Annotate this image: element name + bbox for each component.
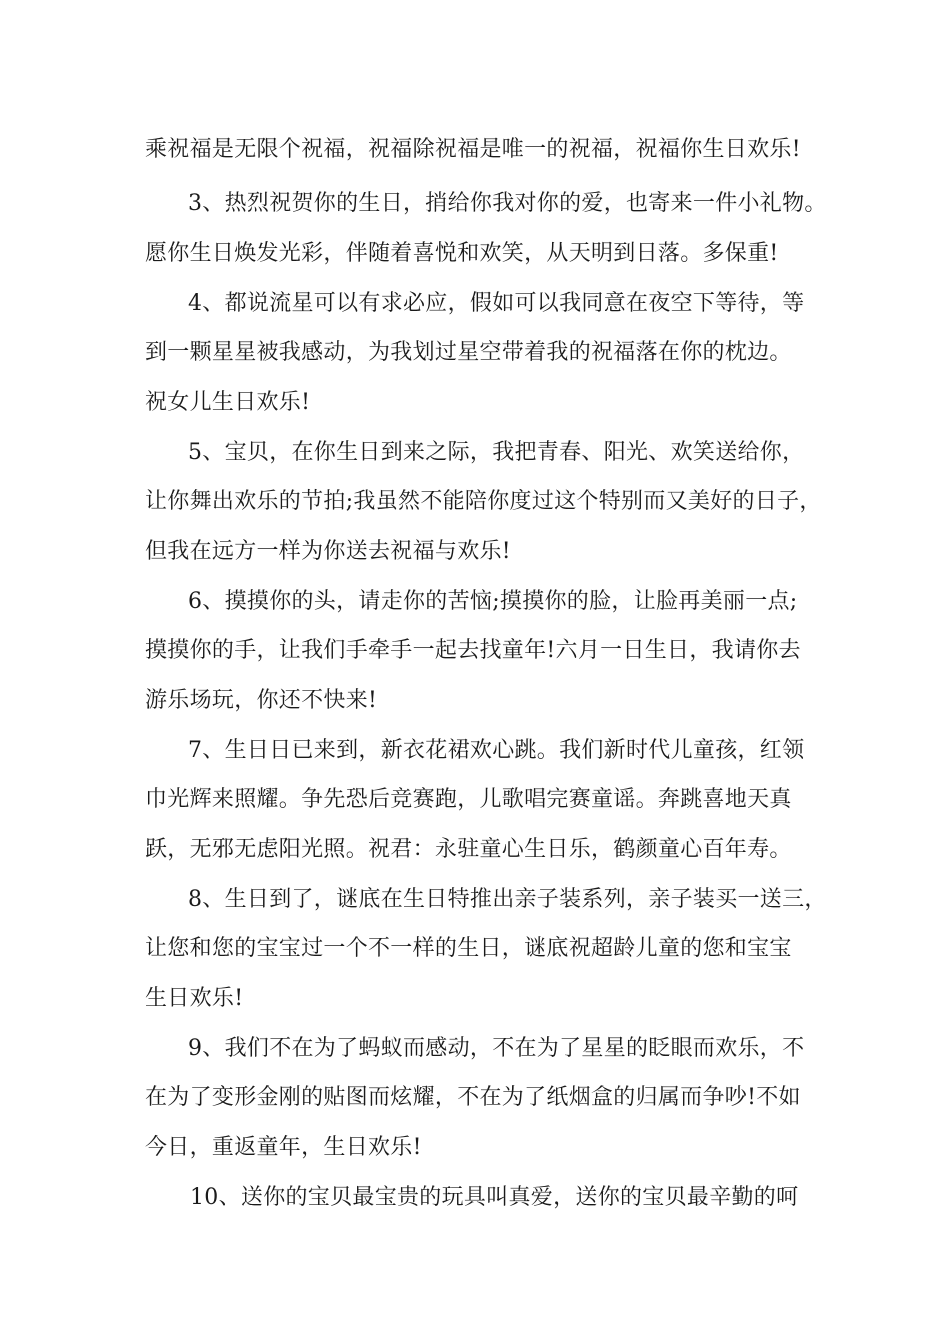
paragraph-7-line-1: 7、生日日已来到，新衣花裙欢心跳。我们新时代儿童孩，红领 [188, 738, 805, 763]
paragraph-8-line-2: 让您和您的宝宝过一个不一样的生日，谜底祝超龄儿童的您和宝宝 [145, 936, 792, 961]
paragraph-5-line-3: 但我在远方一样为你送去祝福与欢乐! [145, 539, 511, 564]
paragraph-7-line-3: 跃，无邪无虑阳光照。祝君：永驻童心生日乐，鹤颜童心百年寿。 [145, 837, 792, 862]
paragraph-5-line-2: 让你舞出欢乐的节拍;我虽然不能陪你度过这个特别而又美好的日子， [145, 489, 822, 514]
paragraph-3-line-2: 愿你生日焕发光彩，伴随着喜悦和欢笑，从天明到日落。多保重! [145, 241, 779, 266]
text-line: 乘祝福是无限个祝福，祝福除祝福是唯一的祝福，祝福你生日欢乐! [145, 137, 801, 162]
paragraph-7-line-2: 巾光辉来照耀。争先恐后竞赛跑，儿歌唱完赛童谣。奔跳喜地天真 [145, 787, 792, 812]
paragraph-10-line-1: 10、送你的宝贝最宝贵的玩具叫真爱，送你的宝贝最辛勤的呵 [190, 1185, 799, 1210]
paragraph-8-line-1: 8、生日到了，谜底在生日特推出亲子装系列，亲子装买一送三， [188, 887, 827, 912]
paragraph-4-line-1: 4、都说流星可以有求必应，假如可以我同意在夜空下等待，等 [188, 291, 805, 316]
paragraph-9-line-2: 在为了变形金刚的贴图而炫耀，不在为了纸烟盒的归属而争吵!不如 [145, 1085, 801, 1110]
paragraph-6-line-3: 游乐场玩，你还不快来! [145, 688, 378, 713]
paragraph-9-line-1: 9、我们不在为了蚂蚁而感动，不在为了星星的眨眼而欢乐，不 [188, 1036, 805, 1061]
paragraph-4-line-2: 到一颗星星被我感动，为我划过星空带着我的祝福落在你的枕边。 [145, 340, 792, 365]
paragraph-6-line-2: 摸摸你的手，让我们手牵手一起去找童年!六月一日生日，我请你去 [145, 638, 801, 663]
paragraph-5-line-1: 5、宝贝，在你生日到来之际，我把青春、阳光、欢笑送给你， [188, 440, 805, 465]
paragraph-8-line-3: 生日欢乐! [145, 986, 244, 1011]
paragraph-3-line-1: 3、热烈祝贺你的生日，捎给你我对你的爱，也寄来一件小礼物。 [188, 191, 827, 216]
paragraph-4-line-3: 祝女儿生日欢乐! [145, 390, 311, 415]
paragraph-9-line-3: 今日，重返童年，生日欢乐! [145, 1135, 422, 1160]
paragraph-6-line-1: 6、摸摸你的头，请走你的苦恼;摸摸你的脸，让脸再美丽一点; [188, 589, 798, 614]
